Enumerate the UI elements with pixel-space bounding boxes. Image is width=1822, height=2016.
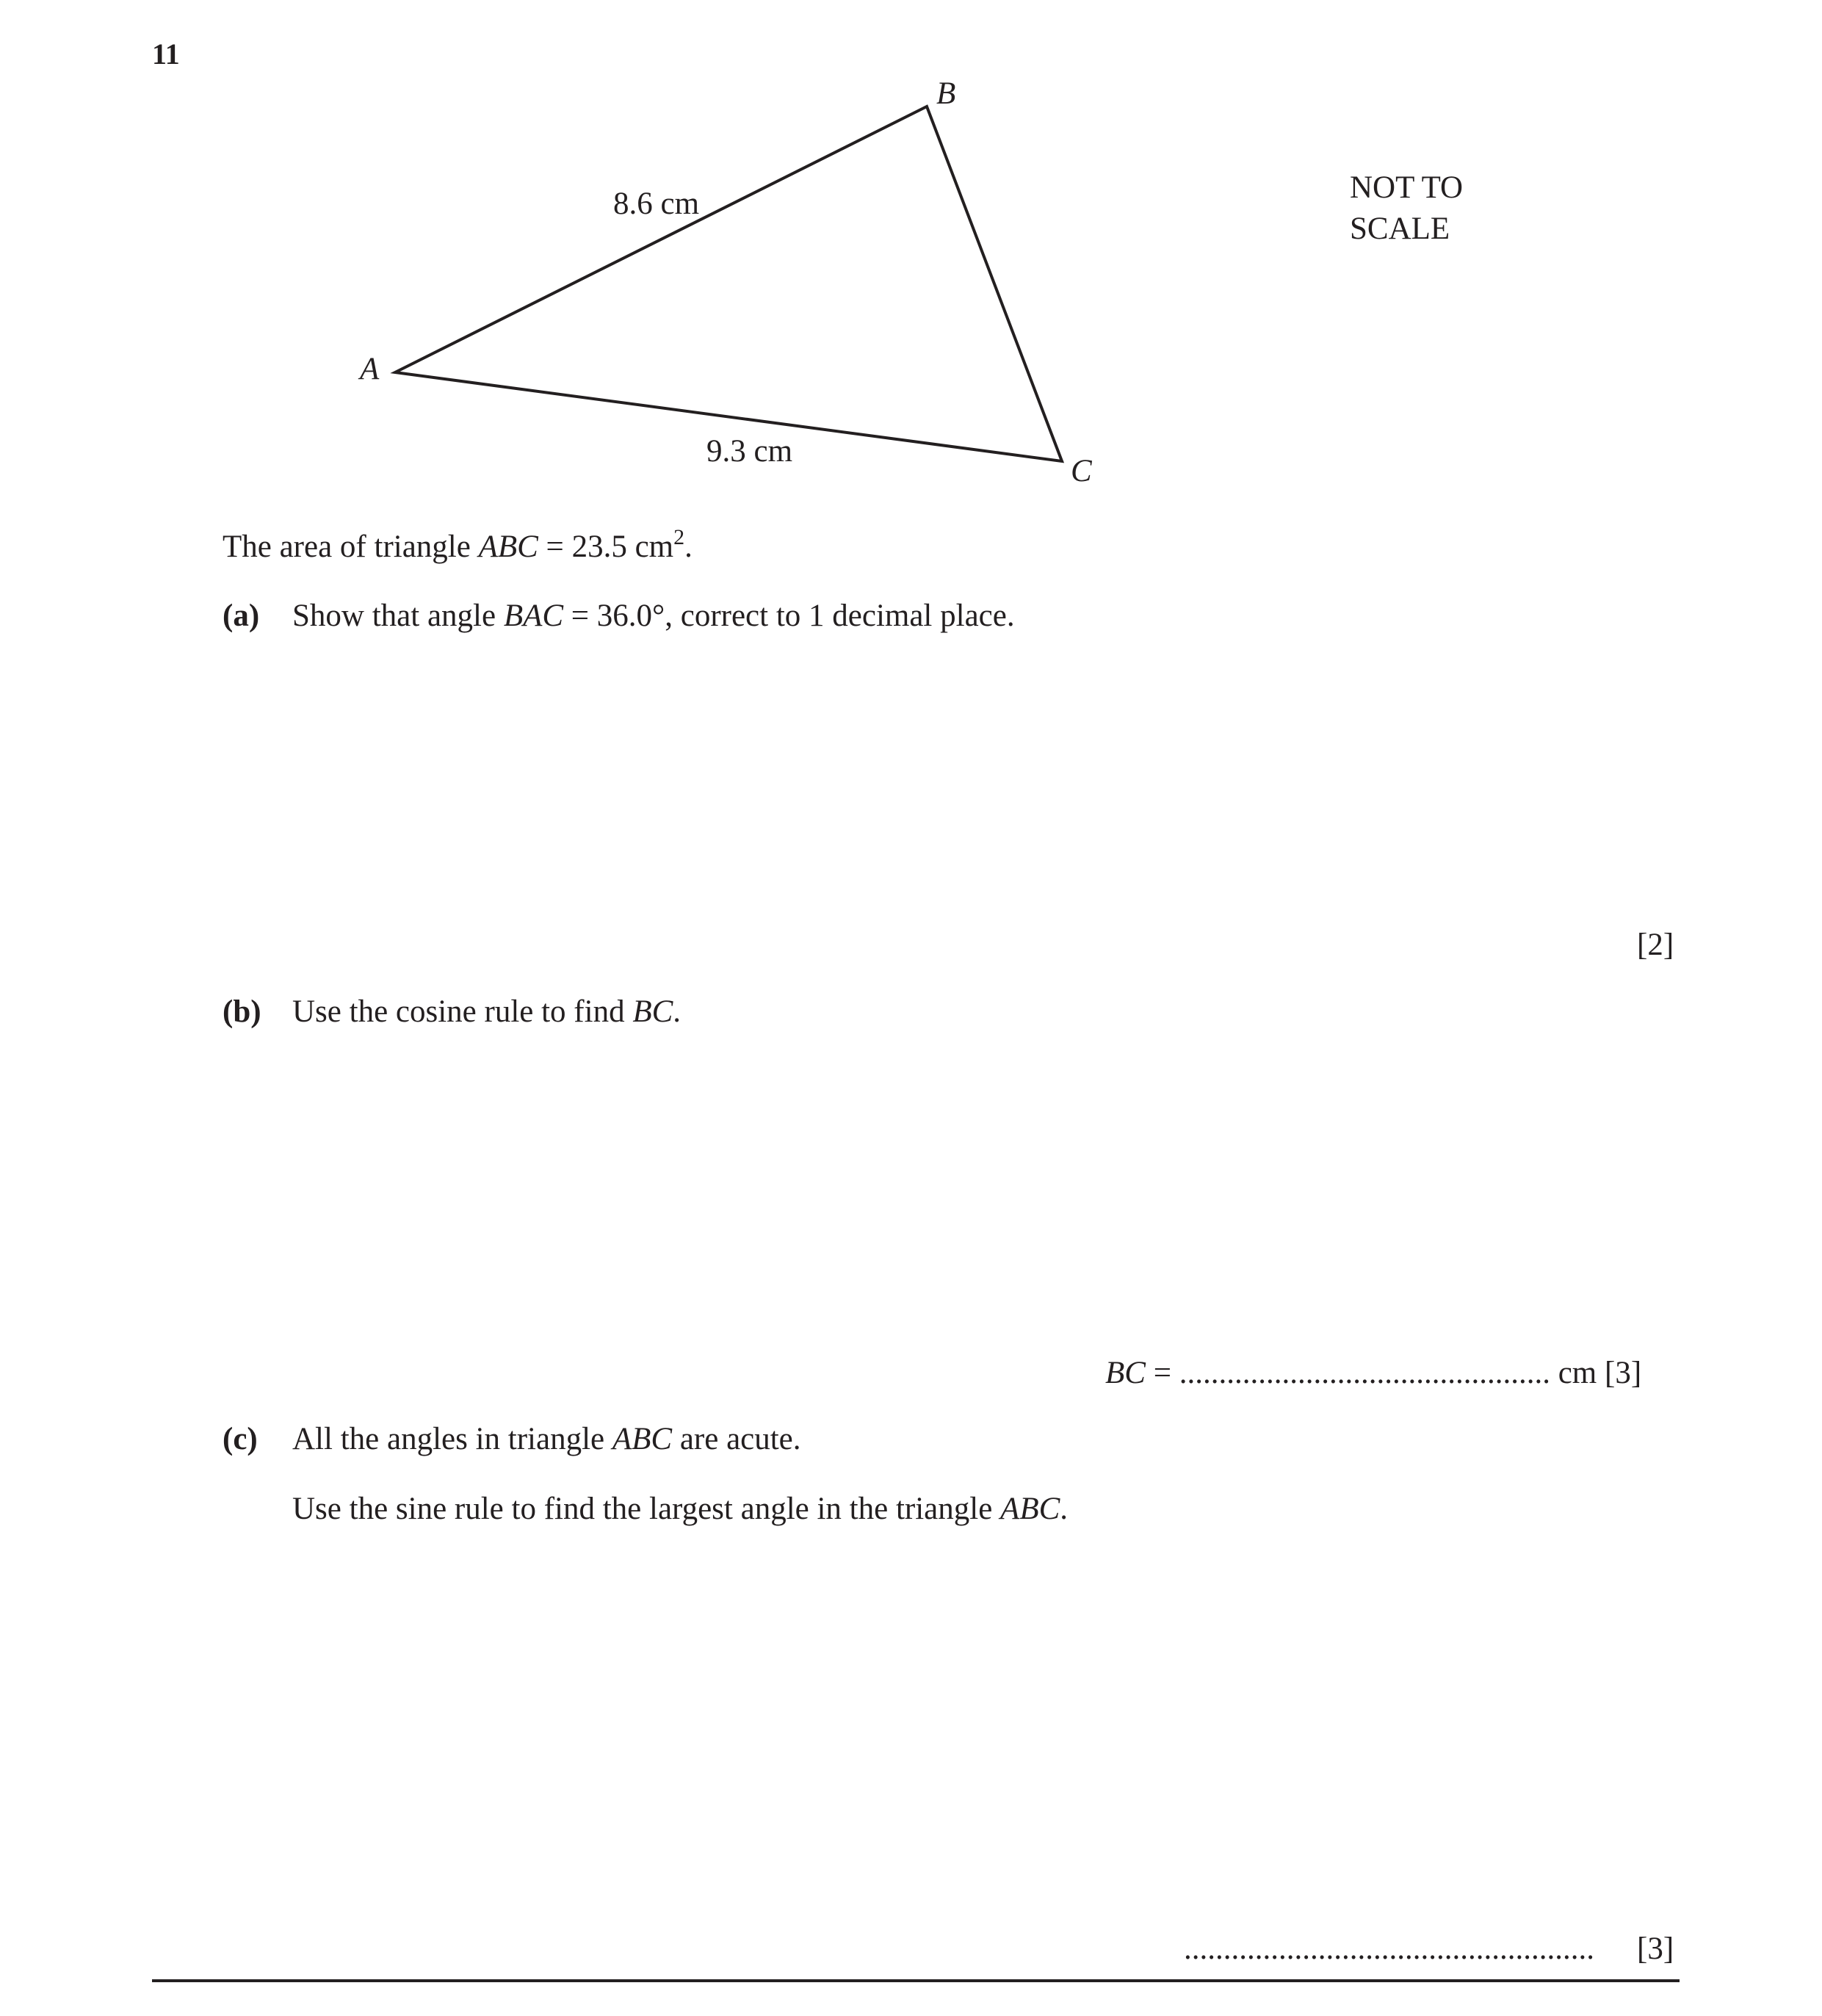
not-to-scale-note: NOT TO SCALE bbox=[1350, 170, 1464, 246]
area-statement: The area of triangle ABC = 23.5 $cm^2$. bbox=[223, 525, 693, 564]
part-b-answer-line[interactable]: BC = ............................................... cm [3] bbox=[1105, 1356, 1642, 1390]
part-a-marks: [2] bbox=[1637, 928, 1674, 962]
side-ab-length: 8.6 cm bbox=[613, 187, 700, 221]
part-c-line2: Use the sine rule to find the largest angle in the triangle ABC. bbox=[292, 1492, 1069, 1526]
part-c-label: (c) bbox=[223, 1422, 258, 1456]
part-b-question: Use the cosine rule to find BC. bbox=[292, 994, 682, 1029]
part-c-answer-line[interactable]: .................................................... bbox=[1184, 1932, 1594, 1966]
part-b-label: (b) bbox=[223, 994, 261, 1029]
part-a-label: (a) bbox=[223, 599, 260, 633]
side-ac-length: 9.3 cm bbox=[706, 434, 793, 469]
triangle-abc bbox=[395, 106, 1062, 461]
bottom-rule bbox=[152, 1979, 1680, 1982]
part-a-question: Show that angle BAC = 36.0°, correct to 1 decimal place. bbox=[292, 599, 1015, 633]
question-number: 11 bbox=[152, 37, 180, 71]
part-c-line1: All the angles in triangle ABC are acute. bbox=[292, 1422, 801, 1456]
vertex-c-label: C bbox=[1071, 454, 1092, 488]
triangle-diagram bbox=[0, 0, 1822, 514]
part-c-marks: [3] bbox=[1637, 1932, 1674, 1966]
vertex-a-label: A bbox=[360, 352, 380, 386]
vertex-b-label: B bbox=[936, 76, 956, 111]
